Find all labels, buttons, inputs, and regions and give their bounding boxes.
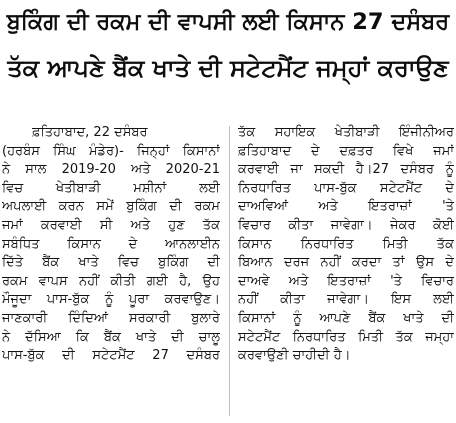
body-line: ਤੱਕ ਸਹਾਇਕ ਖੇਤੀਬਾੜੀ ਇੰਜੀਨੀਅਰ	[238, 125, 454, 140]
body-line: ਕਰਵਾਈ ਜਾ ਸਕਦੀ ਹੈ।27 ਦਸੰਬਰ ਨੂੰ	[238, 162, 454, 178]
article-right-column	[238, 124, 454, 366]
body-line: ਨੇ ਦੱਸਿਆ ਕਿ ਬੈਂਕ ਖਾਤੇ ਦੀ ਚਾਲੂ	[2, 329, 220, 345]
body-line: ਸਟੇਟਮੈਂਟ ਨਿਰਧਾਰਿਤ ਮਿਤੀ ਤੱਕ ਜਮ੍ਹਾ	[238, 329, 454, 345]
body-line: ਅਪਲਾਈ ਕਰਨ ਸਮੇਂ ਬੁਕਿੰਗ ਦੀ ਰਕਮ	[2, 199, 220, 215]
body-line: ਕਿਸਾਨ ਨਿਰਧਾਰਿਤ ਮਿਤੀ ਤੱਕ	[238, 236, 454, 252]
body-line: ਵਿਚ ਖੇਤੀਬਾੜੀ ਮਸ਼ੀਨਾਂ ਲਈ	[2, 180, 220, 196]
headline-line-2: ਤੱਕ ਆਪਣੇ ਬੈਂਕ ਖਾਤੇ ਦੀ ਸਟੇਟਮੈਂਟ ਜਮ੍ਹਾਂ ਕਰਾਉਣ	[7, 54, 449, 82]
body-line: ਵਿਚਾਰ ਕੀਤਾ ਜਾਵੇਗਾ। ਜੇਕਰ ਕੋਈ	[238, 217, 454, 233]
body-line: ਦਾਅਵੇ ਅਤੇ ਇਤਰਾਜ਼ਾਂ 'ਤੇ ਵਿਚਾਰ	[238, 273, 454, 289]
body-line: ਨੇ ਸਾਲ 2019-20 ਅਤੇ 2020-21	[2, 162, 220, 178]
body-line: ਮੌਜੂਦਾ ਪਾਸ-ਬੁੱਕ ਨੂੰ ਪੂਰਾ ਕਰਵਾਉਣ।	[2, 292, 220, 308]
body-line: ਬਿਆਨ ਦਰਜ ਨਹੀਂ ਕਰਦਾ ਤਾਂ ਉਸ ਦੇ	[238, 255, 454, 271]
body-line: ਜਮਾਂ ਕਰਵਾਈ ਸੀ ਅਤੇ ਹੁਣ ਤੱਕ	[2, 217, 220, 233]
body-line: ਨਿਰਧਾਰਿਤ ਪਾਸ-ਬੁੱਕ ਸਟੇਟਮੈਂਟ ਦੇ	[238, 180, 454, 196]
body-line: ਸਬੰਧਿਤ ਕਿਸਾਨ ਦੇ ਆਨਲਾਈਨ	[2, 236, 220, 252]
body-line: ਦਿੱਤੇ ਬੈਂਕ ਖਾਤੇ ਵਿਚ ਬੁਕਿੰਗ ਦੀ	[2, 255, 220, 271]
body-line: ਦਾਅਵਿਆਂ ਅਤੇ ਇਤਰਾਜ਼ਾਂ 'ਤੇ	[238, 199, 454, 215]
dateline: ਫ਼ਤਿਹਾਬਾਦ, 22 ਦਸੰਬਰ	[32, 125, 148, 140]
body-line: ਪਾਸ-ਬੁੱਕ ਦੀ ਸਟੇਟਮੈਂਟ 27 ਦਸੰਬਰ	[2, 348, 220, 364]
article-left-column	[2, 124, 220, 366]
column-divider	[229, 126, 230, 416]
body-line: ਜਾਣਕਾਰੀ ਦਿੰਦਿਆਂ ਸਰਕਾਰੀ ਬੁਲਾਰੇ	[2, 310, 220, 326]
headline-line-1: ਬੁਕਿੰਗ ਦੀ ਰਕਮ ਦੀ ਵਾਪਸੀ ਲਈ ਕਿਸਾਨ 27 ਦਸੰਬਰ	[6, 9, 450, 35]
body-line: ਨਹੀਂ ਕੀਤਾ ਜਾਵੇਗਾ। ਇਸ ਲਈ	[238, 292, 454, 308]
body-line: ਰਕਮ ਵਾਪਸ ਨਹੀਂ ਕੀਤੀ ਗਈ ਹੈ, ਉਹ	[2, 273, 220, 289]
body-line: (ਹਰਬੰਸ ਸਿੰਘ ਮੰਡੇਰ)- ਜਿਨ੍ਹਾਂ ਕਿਸਾਨਾਂ	[2, 143, 220, 159]
body-line-final: ਕਰਵਾਉਣੀ ਚਾਹੀਦੀ ਹੈ।	[238, 348, 351, 364]
body-line: ਫ਼ਤਿਹਾਬਾਦ ਦੇ ਦਫ਼ਤਰ ਵਿਖੇ ਜਮਾਂ	[238, 143, 454, 159]
body-line: ਕਿਸਾਨਾਂ ਨੂੰ ਆਪਣੇ ਬੈਂਕ ਖਾਤੇ ਦੀ	[238, 310, 454, 326]
